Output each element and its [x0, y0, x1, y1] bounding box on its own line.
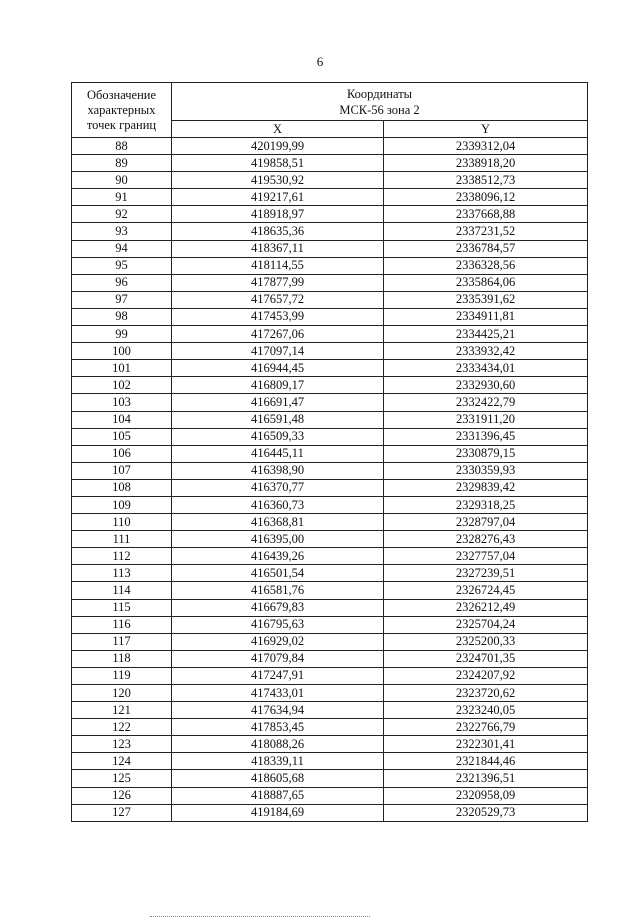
point-id-cell: 106: [72, 445, 172, 462]
point-id-cell: 127: [72, 804, 172, 821]
x-coordinate-cell: 419858,51: [172, 155, 384, 172]
point-id-cell: 121: [72, 702, 172, 719]
y-coordinate-cell: 2323720,62: [384, 685, 588, 702]
x-coordinate-cell: 417453,99: [172, 308, 384, 325]
table-row: [72, 274, 588, 291]
table-row: [72, 462, 588, 479]
x-coordinate-cell: 416591,48: [172, 411, 384, 428]
x-coordinate-cell: 418339,11: [172, 753, 384, 770]
x-coordinate-cell: 416445,11: [172, 445, 384, 462]
point-id-cell: 108: [72, 479, 172, 496]
x-coordinate-cell: 416509,33: [172, 428, 384, 445]
table-row: [72, 702, 588, 719]
y-coordinate-cell: 2322766,79: [384, 719, 588, 736]
point-id-cell: 122: [72, 719, 172, 736]
point-header-line-2: характерных: [87, 102, 156, 117]
table-row: [72, 206, 588, 223]
table-row: [72, 514, 588, 531]
x-coordinate-cell: 418367,11: [172, 240, 384, 257]
y-coordinate-cell: 2335864,06: [384, 274, 588, 291]
point-id-cell: 120: [72, 685, 172, 702]
point-id-cell: 109: [72, 496, 172, 513]
point-header-line-3: точек границ: [86, 117, 157, 132]
coordinates-table: [71, 82, 588, 822]
y-coordinate-cell: 2332422,79: [384, 394, 588, 411]
table-row: [72, 496, 588, 513]
table-header: [72, 83, 588, 138]
y-coordinate-cell: 2327757,04: [384, 548, 588, 565]
y-coordinate-cell: 2339312,04: [384, 138, 588, 155]
y-coordinate-cell: 2329839,42: [384, 479, 588, 496]
table-row: [72, 736, 588, 753]
point-id-cell: 119: [72, 667, 172, 684]
point-id-cell: 101: [72, 360, 172, 377]
x-coordinate-cell: 418114,55: [172, 257, 384, 274]
table-row: [72, 291, 588, 308]
table-row: [72, 804, 588, 821]
table-row: [72, 616, 588, 633]
x-coordinate-cell: 419530,92: [172, 172, 384, 189]
coordinates-title: Координаты: [346, 86, 413, 101]
point-id-cell: 124: [72, 753, 172, 770]
x-coordinate-cell: 417853,45: [172, 719, 384, 736]
x-coordinate-cell: 416944,45: [172, 360, 384, 377]
point-id-cell: 107: [72, 462, 172, 479]
y-coordinate-cell: 2323240,05: [384, 702, 588, 719]
y-coordinate-cell: 2335391,62: [384, 291, 588, 308]
table-row: [72, 138, 588, 155]
y-coordinate-cell: 2327239,51: [384, 565, 588, 582]
table-row: [72, 411, 588, 428]
x-coordinate-cell: 417079,84: [172, 650, 384, 667]
x-coordinate-cell: 416398,90: [172, 462, 384, 479]
x-coordinate-cell: 418887,65: [172, 787, 384, 804]
y-coordinate-cell: 2328276,43: [384, 531, 588, 548]
table-row: [72, 257, 588, 274]
table-row: [72, 155, 588, 172]
x-coordinate-cell: 416929,02: [172, 633, 384, 650]
table-row: [72, 650, 588, 667]
x-coordinate-cell: 416370,77: [172, 479, 384, 496]
table-row: [72, 223, 588, 240]
y-coordinate-cell: 2336784,57: [384, 240, 588, 257]
x-coordinate-cell: 418605,68: [172, 770, 384, 787]
table-row: [72, 343, 588, 360]
point-id-cell: 100: [72, 343, 172, 360]
point-id-cell: 118: [72, 650, 172, 667]
x-coordinate-cell: 419217,61: [172, 189, 384, 206]
y-coordinate-cell: 2331396,45: [384, 428, 588, 445]
table-row: [72, 172, 588, 189]
page-number: 6: [316, 54, 324, 69]
y-coordinate-cell: 2324701,35: [384, 650, 588, 667]
point-id-cell: 105: [72, 428, 172, 445]
table-row: [72, 377, 588, 394]
y-column-header: Y: [384, 121, 588, 138]
point-id-cell: 115: [72, 599, 172, 616]
y-coordinate-cell: 2321844,46: [384, 753, 588, 770]
table-row: [72, 753, 588, 770]
table-row: [72, 685, 588, 702]
x-coordinate-cell: 416809,17: [172, 377, 384, 394]
table-row: [72, 719, 588, 736]
table-row: [72, 428, 588, 445]
y-coordinate-cell: 2338096,12: [384, 189, 588, 206]
point-id-cell: 102: [72, 377, 172, 394]
point-id-cell: 99: [72, 326, 172, 343]
point-id-cell: 113: [72, 565, 172, 582]
point-id-cell: 94: [72, 240, 172, 257]
x-coordinate-cell: 416581,76: [172, 582, 384, 599]
table-row: [72, 633, 588, 650]
x-coordinate-cell: 416439,26: [172, 548, 384, 565]
point-id-cell: 126: [72, 787, 172, 804]
point-id-cell: 110: [72, 514, 172, 531]
y-coordinate-cell: 2331911,20: [384, 411, 588, 428]
table-row: [72, 582, 588, 599]
x-coordinate-cell: 420199,99: [172, 138, 384, 155]
point-id-cell: 117: [72, 633, 172, 650]
y-coordinate-cell: 2337231,52: [384, 223, 588, 240]
coordinate-system-label: МСК-56 зона 2: [339, 102, 420, 117]
point-id-cell: 90: [72, 172, 172, 189]
point-id-cell: 97: [72, 291, 172, 308]
table-row: [72, 599, 588, 616]
table-row: [72, 667, 588, 684]
x-coordinate-cell: 418088,26: [172, 736, 384, 753]
x-coordinate-cell: 416368,81: [172, 514, 384, 531]
point-id-cell: 98: [72, 308, 172, 325]
table-row: [72, 787, 588, 804]
x-coordinate-cell: 418635,36: [172, 223, 384, 240]
x-coordinate-cell: 417877,99: [172, 274, 384, 291]
x-coordinate-cell: 416795,63: [172, 616, 384, 633]
x-coordinate-cell: 417657,72: [172, 291, 384, 308]
table-row: [72, 360, 588, 377]
point-id-cell: 114: [72, 582, 172, 599]
point-id-cell: 104: [72, 411, 172, 428]
table-row: [72, 394, 588, 411]
y-coordinate-cell: 2321396,51: [384, 770, 588, 787]
y-coordinate-cell: 2329318,25: [384, 496, 588, 513]
scan-artifact-line: [150, 916, 370, 918]
y-coordinate-cell: 2333434,01: [384, 360, 588, 377]
table-row: [72, 240, 588, 257]
table-body: [72, 138, 588, 822]
table-row: [72, 548, 588, 565]
x-coordinate-cell: 416360,73: [172, 496, 384, 513]
x-coordinate-cell: 416691,47: [172, 394, 384, 411]
x-coordinate-cell: 419184,69: [172, 804, 384, 821]
y-coordinate-cell: 2330879,15: [384, 445, 588, 462]
point-id-cell: 95: [72, 257, 172, 274]
point-id-cell: 123: [72, 736, 172, 753]
point-id-cell: 112: [72, 548, 172, 565]
table-row: [72, 770, 588, 787]
point-id-cell: 92: [72, 206, 172, 223]
point-id-cell: 111: [72, 531, 172, 548]
point-designation-header: [72, 83, 172, 138]
coordinates-header: [172, 83, 588, 121]
point-id-cell: 125: [72, 770, 172, 787]
y-coordinate-cell: 2325704,24: [384, 616, 588, 633]
x-coordinate-cell: 417634,94: [172, 702, 384, 719]
y-coordinate-cell: 2338512,73: [384, 172, 588, 189]
y-coordinate-cell: 2325200,33: [384, 633, 588, 650]
x-coordinate-cell: 417247,91: [172, 667, 384, 684]
y-coordinate-cell: 2334911,81: [384, 308, 588, 325]
y-coordinate-cell: 2320529,73: [384, 804, 588, 821]
x-coordinate-cell: 416679,83: [172, 599, 384, 616]
point-id-cell: 88: [72, 138, 172, 155]
x-coordinate-cell: 418918,97: [172, 206, 384, 223]
y-coordinate-cell: 2332930,60: [384, 377, 588, 394]
table-row: [72, 565, 588, 582]
point-id-cell: 89: [72, 155, 172, 172]
y-coordinate-cell: 2326724,45: [384, 582, 588, 599]
y-coordinate-cell: 2338918,20: [384, 155, 588, 172]
y-coordinate-cell: 2330359,93: [384, 462, 588, 479]
y-coordinate-cell: 2324207,92: [384, 667, 588, 684]
point-id-cell: 103: [72, 394, 172, 411]
x-coordinate-cell: 417097,14: [172, 343, 384, 360]
y-coordinate-cell: 2328797,04: [384, 514, 588, 531]
y-coordinate-cell: 2322301,41: [384, 736, 588, 753]
table-row: [72, 308, 588, 325]
y-coordinate-cell: 2320958,09: [384, 787, 588, 804]
x-coordinate-cell: 416395,00: [172, 531, 384, 548]
point-id-cell: 91: [72, 189, 172, 206]
table-row: [72, 479, 588, 496]
table-row: [72, 326, 588, 343]
table-row: [72, 189, 588, 206]
y-coordinate-cell: 2326212,49: [384, 599, 588, 616]
y-coordinate-cell: 2337668,88: [384, 206, 588, 223]
point-id-cell: 96: [72, 274, 172, 291]
y-coordinate-cell: 2336328,56: [384, 257, 588, 274]
y-coordinate-cell: 2333932,42: [384, 343, 588, 360]
x-column-header: X: [172, 121, 384, 138]
x-coordinate-cell: 417267,06: [172, 326, 384, 343]
point-id-cell: 116: [72, 616, 172, 633]
x-coordinate-cell: 417433,01: [172, 685, 384, 702]
table-row: [72, 531, 588, 548]
point-id-cell: 93: [72, 223, 172, 240]
x-coordinate-cell: 416501,54: [172, 565, 384, 582]
point-header-line-1: Обозначение: [86, 87, 157, 102]
y-coordinate-cell: 2334425,21: [384, 326, 588, 343]
table-row: [72, 445, 588, 462]
